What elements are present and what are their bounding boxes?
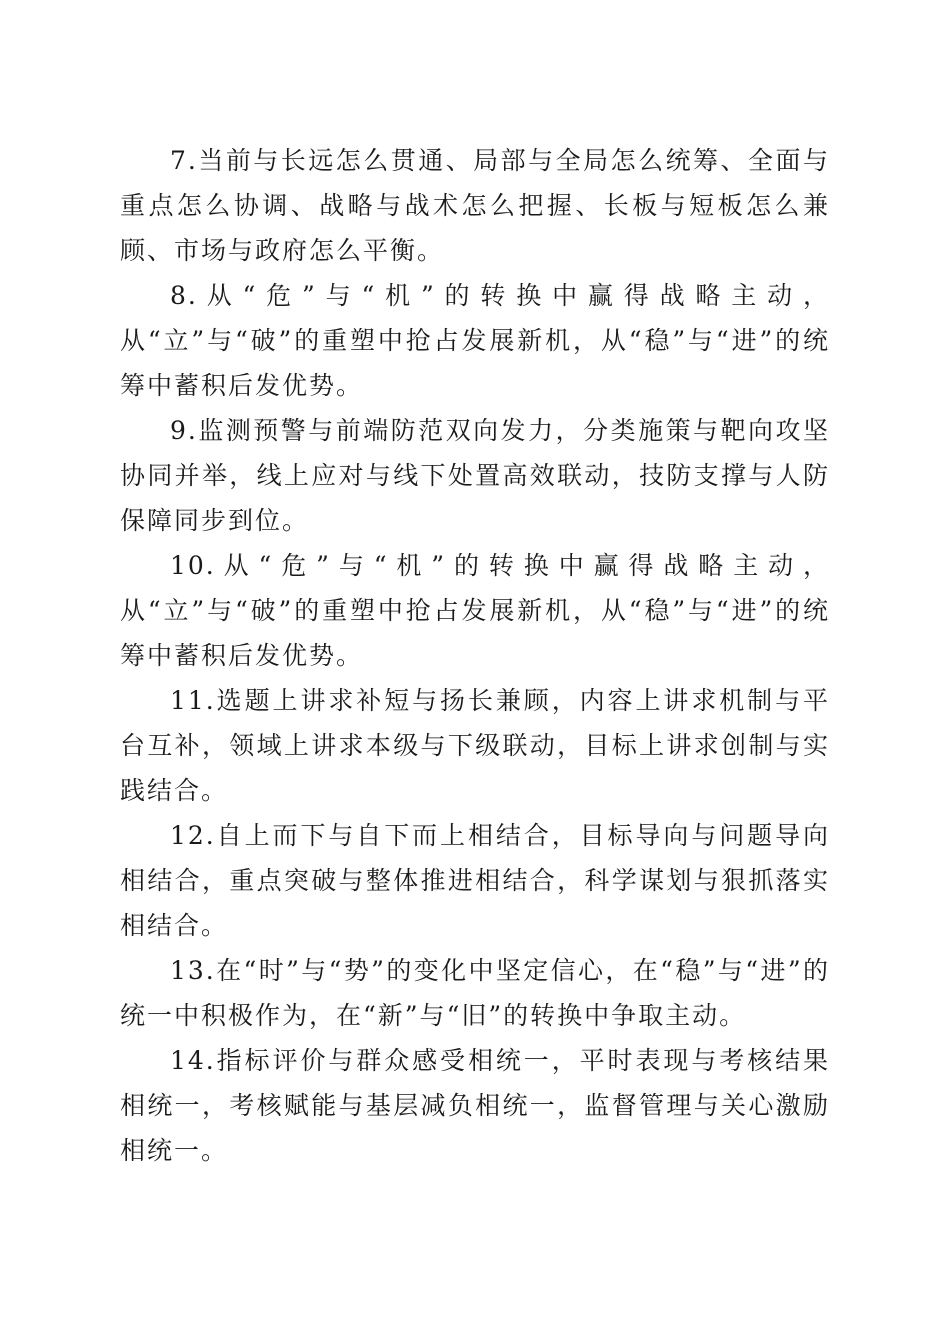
- paragraph-9: 9.监测预警与前端防范双向发力，分类施策与靶向攻坚协同并举，线上应对与线下处置高效联动，技防支撑与人防保障同步到位。: [120, 416, 830, 535]
- paragraph-14: 14.指标评价与群众感受相统一，平时表现与考核结果相统一，考核赋能与基层减负相统一，监督管理与关心激励相统一。: [120, 1046, 830, 1165]
- paragraph-10: 10.从“危”与“机”的转换中赢得战略主动，从“立”与“破”的重塑中抢占发展新机，从“稳”与“进”的统筹中蓄积后发优势。: [120, 551, 830, 670]
- paragraph-7: 7.当前与长远怎么贯通、局部与全局怎么统筹、全面与重点怎么协调、战略与战术怎么把握、长板与短板怎么兼顾、市场与政府怎么平衡。: [120, 146, 830, 265]
- paragraph-13: 13.在“时”与“势”的变化中坚定信心，在“稳”与“进”的统一中积极作为，在“新”与“旧”的转换中争取主动。: [120, 956, 830, 1030]
- paragraph-8: 8.从“危”与“机”的转换中赢得战略主动，从“立”与“破”的重塑中抢占发展新机，从“稳”与“进”的统筹中蓄积后发优势。: [120, 281, 830, 400]
- document-body: [120, 138, 830, 1173]
- paragraph-11: 11.选题上讲求补短与扬长兼顾，内容上讲求机制与平台互补，领域上讲求本级与下级联动，目标上讲求创制与实践结合。: [120, 686, 830, 805]
- paragraph-12: 12.自上而下与自下而上相结合，目标导向与问题导向相结合，重点突破与整体推进相结合，科学谋划与狠抓落实相结合。: [120, 821, 830, 940]
